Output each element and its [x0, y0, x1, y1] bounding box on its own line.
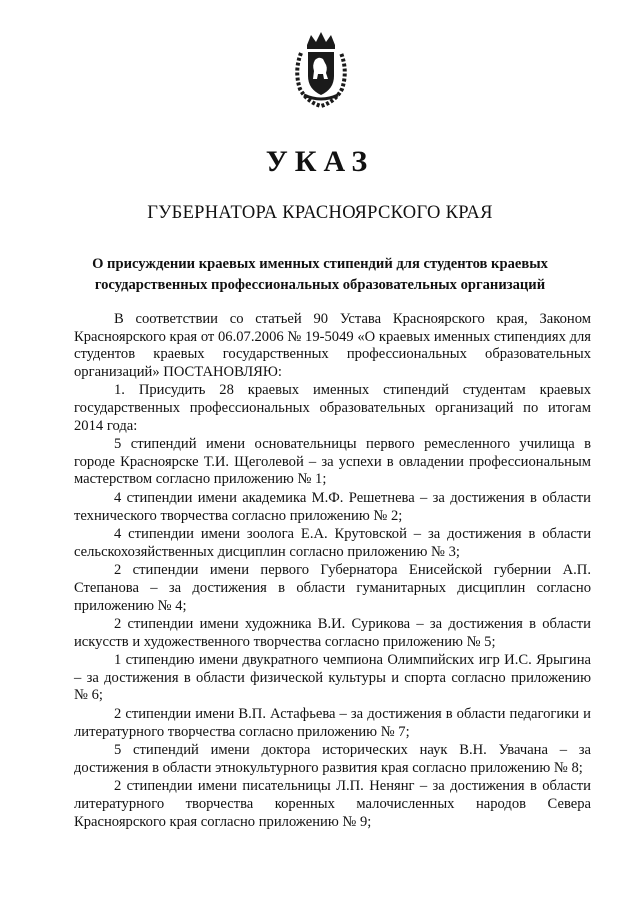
- scholarship-item: 2 стипендии имени художника В.И. Сурикова – за достижения в области искусств и художественного творчества согласно приложению № 5;: [74, 616, 591, 650]
- document-title: УКАЗ: [265, 145, 375, 178]
- scholarship-item: 5 стипендий имени доктора исторических наук В.Н. Увачана – за достижения в области этнокультурного развития края согласно приложению № 8;: [74, 742, 591, 776]
- scholarship-item: 2 стипендии имени первого Губернатора Енисейской губернии А.П. Степанова – за достижения в области гуманитарных дисциплин согласно приложению № 4;: [74, 562, 591, 614]
- scholarship-item: 2 стипендии имени писательницы Л.П. Ненянг – за достижения в области литературного творчества коренных малочисленных народов Севера Красноярского края согласно приложению № 9;: [74, 778, 591, 830]
- resolution-item-1: 1. Присудить 28 краевых именных стипендий студентам краевых государственных профессиональных образовательных организаций по итогам 2014 года:: [74, 382, 591, 434]
- preamble-paragraph: В соответствии со статьей 90 Устава Красноярского края, Законом Красноярского края от 06.07.2006 № 19-5049 «О краевых именных стипендиях для студентов краевых государственных профессиональных образовательных организаций» ПОСТАНОВЛЯЮ:: [74, 311, 591, 380]
- scholarship-item: 4 стипендии имени зоолога Е.А. Крутовской – за достижения в области сельскохозяйственных дисциплин согласно приложению № 3;: [74, 526, 591, 560]
- scholarship-item: 1 стипендию имени двукратного чемпиона Олимпийских игр И.С. Ярыгина – за достижения в области физической культуры и спорта согласно приложению № 6;: [74, 652, 591, 704]
- scholarship-item: 2 стипендии имени В.П. Астафьева – за достижения в области педагогики и литературного творчества согласно приложению № 7;: [74, 706, 591, 740]
- coat-of-arms-icon: [291, 29, 351, 109]
- document-body: [74, 311, 591, 831]
- scholarship-item: 5 стипендий имени основательницы первого ремесленного училища в городе Красноярске Т.И. Щеголевой – за успехи в овладении профессиональным мастерством согласно приложению № 1;: [74, 436, 591, 488]
- scholarship-item: 4 стипендии имени академика М.Ф. Решетнева – за достижения в области технического творчества согласно приложению № 2;: [74, 489, 591, 524]
- document-subtitle: ГУБЕРНАТОРА КРАСНОЯРСКОГО КРАЯ: [147, 203, 493, 223]
- document-heading: О присуждении краевых именных стипендий для студентов краевых государственных профессиональных образовательных организаций: [92, 256, 548, 293]
